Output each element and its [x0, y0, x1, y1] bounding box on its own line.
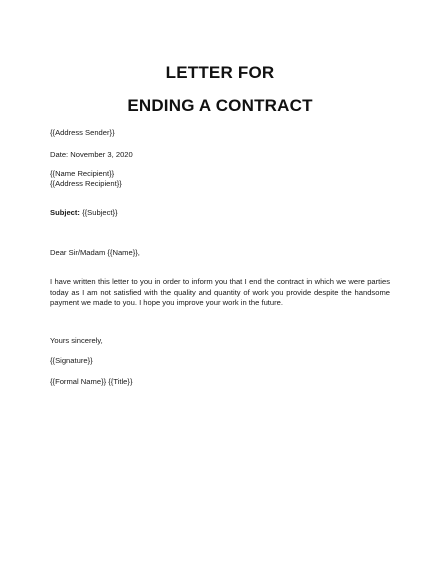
subject-line [50, 208, 118, 218]
closing: Yours sincerely, [50, 336, 103, 345]
recipient-name: {{Name Recipient}} [50, 169, 115, 178]
date-line [50, 150, 133, 160]
sender-address: {{Address Sender}} [50, 128, 115, 137]
subject-value: {{Subject}} [82, 208, 118, 217]
date-label: Date: [50, 150, 69, 159]
letter-title-line-2: ENDING A CONTRACT [127, 96, 313, 115]
signature-placeholder: {{Signature}} [50, 356, 93, 365]
subject-label: Subject: [50, 208, 80, 217]
recipient-address: {{Address Recipient}} [50, 179, 122, 188]
salutation: Dear Sir/Madam {{Name}}, [50, 248, 140, 257]
formal-name-placeholder: {{Formal Name}} [50, 377, 107, 386]
formal-name-line [50, 377, 132, 387]
date-value: November 3, 2020 [70, 150, 133, 159]
letter-body: I have written this letter to you in order to inform you that I end the contract in which we were parties today as I am not satisfied with the quality and quantity of work you provide despite the handsome payment we made to you. I hope you improve your work in the future. [50, 277, 390, 307]
title-placeholder: {{Title}} [108, 377, 133, 386]
letter-title-line-1: LETTER FOR [165, 63, 275, 82]
